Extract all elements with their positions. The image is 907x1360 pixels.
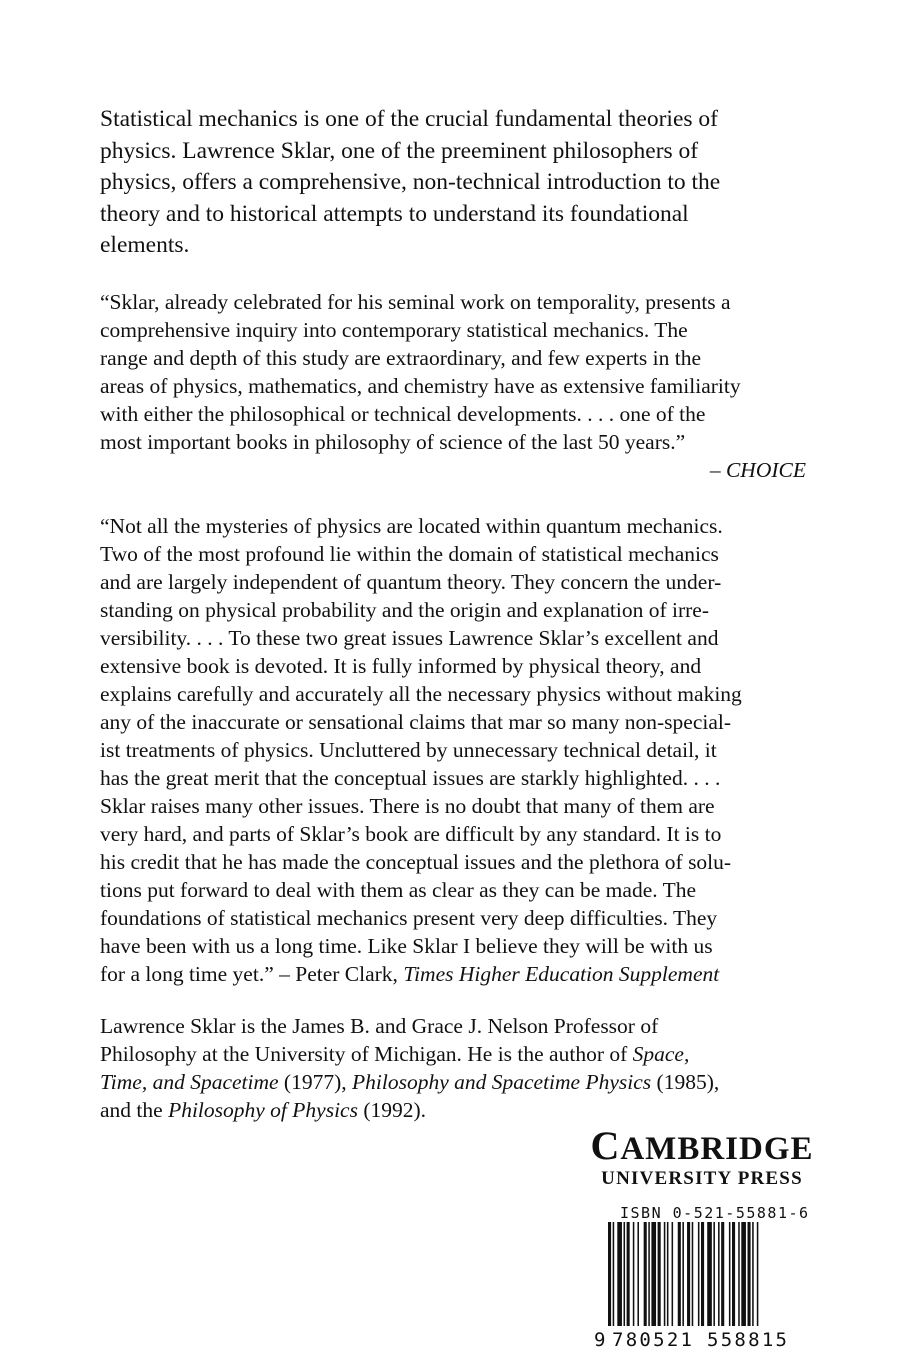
- barcode-bar: [658, 1222, 661, 1326]
- publisher-logo: [576, 1123, 828, 1191]
- barcode-bar: [718, 1222, 720, 1326]
- barcode-bar: [624, 1222, 626, 1326]
- barcode-bar: [701, 1222, 704, 1326]
- bio-text: (1992).: [357, 1098, 427, 1122]
- publisher-initial: C: [590, 1123, 621, 1168]
- barcode-bar: [644, 1222, 647, 1326]
- bio-text: Philosophy at the University of Michigan. He is the author of: [100, 1042, 633, 1066]
- barcode-bar: [732, 1222, 735, 1326]
- quote-line: areas of physics, mathematics, and chemistry have as extensive familiarity: [100, 374, 741, 398]
- barcode-bar: [752, 1222, 754, 1326]
- barcode-bar: [627, 1222, 630, 1326]
- bio-text: (1985),: [651, 1070, 720, 1094]
- barcode-bar: [667, 1222, 669, 1326]
- quote-line: range and depth of this study are extraordinary, and few experts in the: [100, 346, 701, 370]
- quote-line: Sklar raises many other issues. There is no doubt that many of them are: [100, 794, 715, 818]
- barcode: [592, 1222, 812, 1350]
- barcode-bar: [748, 1222, 751, 1326]
- intro-line: elements.: [100, 232, 190, 258]
- quote-last-line: [100, 960, 820, 988]
- barcode-bar: [738, 1222, 740, 1326]
- book-title: Philosophy of Physics: [168, 1098, 358, 1122]
- quote-end-text: for a long time yet.” – Peter Clark,: [100, 962, 404, 986]
- publisher-press: UNIVERSITY PRESS: [601, 1168, 803, 1189]
- intro-line: physics, offers a comprehensive, non-technical introduction to the: [100, 169, 721, 195]
- publisher-name-rest: AMBRIDGE: [620, 1131, 814, 1167]
- bio-line: [100, 1068, 820, 1096]
- quote-line: with either the philosophical or technical developments. . . . one of the: [100, 402, 706, 426]
- bio-text: (1977),: [278, 1070, 352, 1094]
- intro-paragraph: [100, 104, 820, 262]
- barcode-bar: [648, 1222, 650, 1326]
- quote-line: any of the inaccurate or sensational claims that mar so many non-special-: [100, 710, 732, 734]
- intro-line: physics. Lawrence Sklar, one of the preeminent philosophers of: [100, 137, 699, 164]
- barcode-bar: [651, 1222, 656, 1326]
- quote-line: his credit that he has made the conceptual issues and the plethora of solu-: [100, 850, 732, 874]
- quote-line: tions put forward to deal with them as clear as they can be made. The: [100, 878, 697, 902]
- barcode-prefix: 9: [594, 1329, 606, 1350]
- quote-line: “Sklar, already celebrated for his seminal work on temporality, presents a: [100, 290, 731, 314]
- quote-line: “Not all the mysteries of physics are located within quantum mechanics.: [100, 514, 723, 538]
- attribution-text: – CHOICE: [709, 458, 806, 482]
- barcode-group1: 780521: [612, 1329, 692, 1350]
- barcode-bar: [617, 1222, 622, 1326]
- publisher-name: [576, 1123, 828, 1168]
- barcode-bar: [741, 1222, 746, 1326]
- quote-line: standing on physical probability and the origin and explanation of irre-: [100, 598, 710, 622]
- barcode-bar: [678, 1222, 681, 1326]
- quote-line: explains carefully and accurately all the necessary physics without making: [100, 682, 742, 706]
- quote-source: Times Higher Education Supplement: [403, 962, 720, 986]
- book-title: Time, and Spacetime: [100, 1070, 279, 1094]
- quote-line: extensive book is devoted. It is fully informed by physical theory, and: [100, 654, 702, 678]
- book-title: Space,: [632, 1042, 690, 1066]
- barcode-group2: 558815: [707, 1329, 787, 1350]
- barcode-bar: [692, 1222, 694, 1326]
- quote-line: very hard, and parts of Sklar’s book are difficult by any standard. It is to: [100, 822, 722, 846]
- quote-line: versibility. . . . To these two great issues Lawrence Sklar’s excellent and: [100, 626, 719, 650]
- intro-line: Statistical mechanics is one of the crucial fundamental theories of: [100, 106, 718, 132]
- isbn-label: ISBN 0-521-55881-6: [620, 1204, 810, 1222]
- author-bio: [100, 1012, 820, 1124]
- quote-line: foundations of statistical mechanics present very deep difficulties. They: [100, 906, 718, 930]
- barcode-bar: [633, 1222, 635, 1326]
- barcode-bar: [729, 1222, 731, 1326]
- quote-line: most important books in philosophy of science of the last 50 years.”: [100, 430, 686, 454]
- bio-line: [100, 1096, 820, 1124]
- book-title: Philosophy and Spacetime Physics: [352, 1070, 652, 1094]
- quote-line: ist treatments of physics. Uncluttered by unnecessary technical detail, it: [100, 738, 717, 762]
- barcode-bar: [698, 1222, 700, 1326]
- quote-line: has the great merit that the conceptual issues are starkly highlighted. . . .: [100, 766, 721, 790]
- bio-line: [100, 1040, 820, 1068]
- bio-line: Lawrence Sklar is the James B. and Grace J. Nelson Professor of: [100, 1014, 659, 1038]
- quote-line: comprehensive inquiry into contemporary statistical mechanics. The: [100, 318, 688, 342]
- barcode-bar: [707, 1222, 712, 1326]
- quote-attribution-choice: [700, 456, 806, 484]
- barcode-bar: [637, 1222, 639, 1326]
- review-quote-choice: [100, 288, 820, 456]
- intro-line: theory and to historical attempts to understand its foundational: [100, 200, 689, 227]
- barcode-bar: [721, 1222, 724, 1326]
- barcode-bar: [664, 1222, 666, 1326]
- quote-line: and are largely independent of quantum theory. They concern the under-: [100, 570, 722, 594]
- barcode-bar: [713, 1222, 715, 1326]
- review-quote-clark: [100, 512, 820, 988]
- quote-line: Two of the most profound lie within the domain of statistical mechanics: [100, 542, 719, 566]
- barcode-bar: [672, 1222, 674, 1326]
- quote-line: have been with us a long time. Like Sklar I believe they will be with us: [100, 934, 713, 958]
- bio-text: and the: [100, 1098, 169, 1122]
